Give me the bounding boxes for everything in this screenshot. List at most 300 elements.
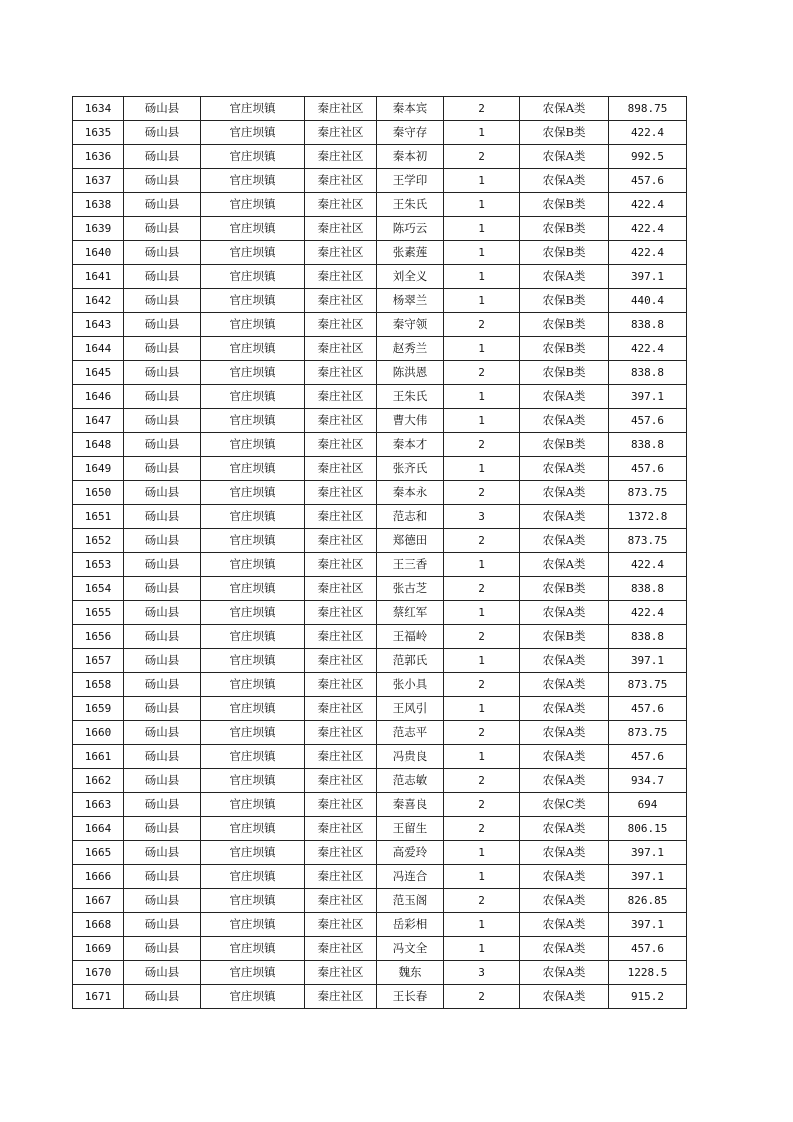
name-cell: 赵秀兰: [377, 337, 444, 361]
serial-number-cell: 1645: [73, 361, 124, 385]
household-size-cell: 1: [444, 865, 520, 889]
county-cell: 砀山县: [124, 577, 201, 601]
serial-number-cell: 1634: [73, 97, 124, 121]
serial-number-cell: 1659: [73, 697, 124, 721]
name-cell: 范志平: [377, 721, 444, 745]
household-size-cell: 2: [444, 529, 520, 553]
community-cell: 秦庄社区: [305, 481, 377, 505]
county-cell: 砀山县: [124, 145, 201, 169]
serial-number-cell: 1640: [73, 241, 124, 265]
amount-cell: 422.4: [609, 553, 687, 577]
town-cell: 官庄坝镇: [201, 241, 305, 265]
household-size-cell: 2: [444, 625, 520, 649]
insurance-category-cell: 农保A类: [520, 673, 609, 697]
household-size-cell: 1: [444, 217, 520, 241]
amount-cell: 898.75: [609, 97, 687, 121]
household-size-cell: 1: [444, 241, 520, 265]
county-cell: 砀山县: [124, 337, 201, 361]
name-cell: 陈巧云: [377, 217, 444, 241]
town-cell: 官庄坝镇: [201, 697, 305, 721]
name-cell: 秦本永: [377, 481, 444, 505]
town-cell: 官庄坝镇: [201, 649, 305, 673]
serial-number-cell: 1649: [73, 457, 124, 481]
serial-number-cell: 1639: [73, 217, 124, 241]
town-cell: 官庄坝镇: [201, 553, 305, 577]
household-size-cell: 1: [444, 385, 520, 409]
insurance-category-cell: 农保A类: [520, 529, 609, 553]
table-row: [73, 625, 687, 649]
county-cell: 砀山县: [124, 697, 201, 721]
insurance-category-cell: 农保A类: [520, 889, 609, 913]
town-cell: 官庄坝镇: [201, 817, 305, 841]
amount-cell: 397.1: [609, 865, 687, 889]
table-row: [73, 169, 687, 193]
community-cell: 秦庄社区: [305, 649, 377, 673]
town-cell: 官庄坝镇: [201, 601, 305, 625]
insurance-category-cell: 农保A类: [520, 505, 609, 529]
serial-number-cell: 1662: [73, 769, 124, 793]
county-cell: 砀山县: [124, 433, 201, 457]
community-cell: 秦庄社区: [305, 193, 377, 217]
amount-cell: 457.6: [609, 745, 687, 769]
community-cell: 秦庄社区: [305, 625, 377, 649]
community-cell: 秦庄社区: [305, 889, 377, 913]
name-cell: 冯文全: [377, 937, 444, 961]
community-cell: 秦庄社区: [305, 697, 377, 721]
county-cell: 砀山县: [124, 193, 201, 217]
town-cell: 官庄坝镇: [201, 745, 305, 769]
county-cell: 砀山县: [124, 961, 201, 985]
household-size-cell: 1: [444, 553, 520, 577]
insurance-category-cell: 农保A类: [520, 601, 609, 625]
community-cell: 秦庄社区: [305, 289, 377, 313]
serial-number-cell: 1667: [73, 889, 124, 913]
household-size-cell: 1: [444, 121, 520, 145]
community-cell: 秦庄社区: [305, 721, 377, 745]
household-size-cell: 2: [444, 673, 520, 697]
serial-number-cell: 1654: [73, 577, 124, 601]
amount-cell: 915.2: [609, 985, 687, 1009]
household-size-cell: 1: [444, 289, 520, 313]
county-cell: 砀山县: [124, 121, 201, 145]
town-cell: 官庄坝镇: [201, 361, 305, 385]
community-cell: 秦庄社区: [305, 409, 377, 433]
insurance-category-cell: 农保A类: [520, 721, 609, 745]
serial-number-cell: 1653: [73, 553, 124, 577]
name-cell: 高爱玲: [377, 841, 444, 865]
serial-number-cell: 1670: [73, 961, 124, 985]
table-row: [73, 649, 687, 673]
serial-number-cell: 1643: [73, 313, 124, 337]
table-row: [73, 913, 687, 937]
amount-cell: 806.15: [609, 817, 687, 841]
insurance-category-cell: 农保A类: [520, 385, 609, 409]
table-row: [73, 745, 687, 769]
serial-number-cell: 1647: [73, 409, 124, 433]
insurance-category-cell: 农保B类: [520, 433, 609, 457]
amount-cell: 826.85: [609, 889, 687, 913]
serial-number-cell: 1661: [73, 745, 124, 769]
name-cell: 张素莲: [377, 241, 444, 265]
table-row: [73, 817, 687, 841]
county-cell: 砀山县: [124, 889, 201, 913]
household-size-cell: 3: [444, 961, 520, 985]
amount-cell: 422.4: [609, 217, 687, 241]
data-table: [72, 96, 687, 1009]
community-cell: 秦庄社区: [305, 769, 377, 793]
town-cell: 官庄坝镇: [201, 673, 305, 697]
amount-cell: 1228.5: [609, 961, 687, 985]
name-cell: 秦本宾: [377, 97, 444, 121]
county-cell: 砀山县: [124, 457, 201, 481]
name-cell: 冯贵良: [377, 745, 444, 769]
serial-number-cell: 1650: [73, 481, 124, 505]
name-cell: 王长春: [377, 985, 444, 1009]
serial-number-cell: 1671: [73, 985, 124, 1009]
county-cell: 砀山县: [124, 481, 201, 505]
amount-cell: 838.8: [609, 361, 687, 385]
insurance-category-cell: 农保A类: [520, 481, 609, 505]
amount-cell: 422.4: [609, 337, 687, 361]
serial-number-cell: 1652: [73, 529, 124, 553]
table-row: [73, 433, 687, 457]
county-cell: 砀山县: [124, 625, 201, 649]
name-cell: 冯连合: [377, 865, 444, 889]
table-row: [73, 553, 687, 577]
serial-number-cell: 1638: [73, 193, 124, 217]
community-cell: 秦庄社区: [305, 457, 377, 481]
table-row: [73, 865, 687, 889]
table-row: [73, 697, 687, 721]
insurance-category-cell: 农保B类: [520, 121, 609, 145]
name-cell: 王三香: [377, 553, 444, 577]
community-cell: 秦庄社区: [305, 169, 377, 193]
name-cell: 范玉阁: [377, 889, 444, 913]
serial-number-cell: 1664: [73, 817, 124, 841]
town-cell: 官庄坝镇: [201, 145, 305, 169]
insurance-category-cell: 农保B类: [520, 193, 609, 217]
name-cell: 王风引: [377, 697, 444, 721]
table-row: [73, 289, 687, 313]
county-cell: 砀山县: [124, 913, 201, 937]
county-cell: 砀山县: [124, 841, 201, 865]
insurance-category-cell: 农保A类: [520, 265, 609, 289]
county-cell: 砀山县: [124, 409, 201, 433]
name-cell: 张古芝: [377, 577, 444, 601]
amount-cell: 838.8: [609, 313, 687, 337]
household-size-cell: 2: [444, 817, 520, 841]
serial-number-cell: 1656: [73, 625, 124, 649]
amount-cell: 397.1: [609, 913, 687, 937]
insurance-category-cell: 农保B类: [520, 361, 609, 385]
table-row: [73, 313, 687, 337]
community-cell: 秦庄社区: [305, 529, 377, 553]
household-size-cell: 2: [444, 97, 520, 121]
town-cell: 官庄坝镇: [201, 193, 305, 217]
community-cell: 秦庄社区: [305, 985, 377, 1009]
county-cell: 砀山县: [124, 721, 201, 745]
insurance-category-cell: 农保A类: [520, 553, 609, 577]
table-row: [73, 769, 687, 793]
serial-number-cell: 1668: [73, 913, 124, 937]
table-row: [73, 673, 687, 697]
amount-cell: 934.7: [609, 769, 687, 793]
serial-number-cell: 1646: [73, 385, 124, 409]
community-cell: 秦庄社区: [305, 937, 377, 961]
insurance-category-cell: 农保B类: [520, 625, 609, 649]
name-cell: 杨翠兰: [377, 289, 444, 313]
insurance-category-cell: 农保A类: [520, 745, 609, 769]
name-cell: 范郭氏: [377, 649, 444, 673]
town-cell: 官庄坝镇: [201, 505, 305, 529]
insurance-category-cell: 农保A类: [520, 961, 609, 985]
household-size-cell: 1: [444, 649, 520, 673]
insurance-category-cell: 农保A类: [520, 457, 609, 481]
serial-number-cell: 1655: [73, 601, 124, 625]
table-row: [73, 937, 687, 961]
county-cell: 砀山县: [124, 769, 201, 793]
county-cell: 砀山县: [124, 649, 201, 673]
town-cell: 官庄坝镇: [201, 721, 305, 745]
household-size-cell: 1: [444, 937, 520, 961]
table-row: [73, 145, 687, 169]
county-cell: 砀山县: [124, 673, 201, 697]
household-size-cell: 3: [444, 505, 520, 529]
table-row: [73, 985, 687, 1009]
insurance-category-cell: 农保A类: [520, 769, 609, 793]
county-cell: 砀山县: [124, 241, 201, 265]
town-cell: 官庄坝镇: [201, 481, 305, 505]
town-cell: 官庄坝镇: [201, 889, 305, 913]
household-size-cell: 1: [444, 913, 520, 937]
town-cell: 官庄坝镇: [201, 529, 305, 553]
town-cell: 官庄坝镇: [201, 385, 305, 409]
community-cell: 秦庄社区: [305, 673, 377, 697]
insurance-category-cell: 农保A类: [520, 865, 609, 889]
county-cell: 砀山县: [124, 217, 201, 241]
amount-cell: 838.8: [609, 577, 687, 601]
town-cell: 官庄坝镇: [201, 289, 305, 313]
county-cell: 砀山县: [124, 553, 201, 577]
town-cell: 官庄坝镇: [201, 121, 305, 145]
community-cell: 秦庄社区: [305, 361, 377, 385]
household-size-cell: 2: [444, 889, 520, 913]
name-cell: 秦喜良: [377, 793, 444, 817]
insurance-category-cell: 农保B类: [520, 241, 609, 265]
community-cell: 秦庄社区: [305, 217, 377, 241]
name-cell: 岳彩相: [377, 913, 444, 937]
name-cell: 郑德田: [377, 529, 444, 553]
serial-number-cell: 1651: [73, 505, 124, 529]
household-size-cell: 2: [444, 985, 520, 1009]
serial-number-cell: 1637: [73, 169, 124, 193]
serial-number-cell: 1665: [73, 841, 124, 865]
town-cell: 官庄坝镇: [201, 841, 305, 865]
household-size-cell: 2: [444, 577, 520, 601]
amount-cell: 422.4: [609, 601, 687, 625]
town-cell: 官庄坝镇: [201, 625, 305, 649]
amount-cell: 694: [609, 793, 687, 817]
table-row: [73, 889, 687, 913]
county-cell: 砀山县: [124, 985, 201, 1009]
county-cell: 砀山县: [124, 601, 201, 625]
town-cell: 官庄坝镇: [201, 985, 305, 1009]
household-size-cell: 2: [444, 433, 520, 457]
household-size-cell: 1: [444, 457, 520, 481]
amount-cell: 457.6: [609, 409, 687, 433]
town-cell: 官庄坝镇: [201, 913, 305, 937]
household-size-cell: 2: [444, 793, 520, 817]
table-row: [73, 217, 687, 241]
household-size-cell: 2: [444, 481, 520, 505]
household-size-cell: 2: [444, 721, 520, 745]
community-cell: 秦庄社区: [305, 865, 377, 889]
table-row: [73, 481, 687, 505]
serial-number-cell: 1663: [73, 793, 124, 817]
name-cell: 范志和: [377, 505, 444, 529]
amount-cell: 838.8: [609, 625, 687, 649]
name-cell: 秦本初: [377, 145, 444, 169]
county-cell: 砀山县: [124, 97, 201, 121]
amount-cell: 397.1: [609, 841, 687, 865]
table-row: [73, 577, 687, 601]
community-cell: 秦庄社区: [305, 241, 377, 265]
household-size-cell: 1: [444, 193, 520, 217]
serial-number-cell: 1636: [73, 145, 124, 169]
household-size-cell: 2: [444, 769, 520, 793]
insurance-category-cell: 农保B类: [520, 337, 609, 361]
county-cell: 砀山县: [124, 289, 201, 313]
amount-cell: 873.75: [609, 481, 687, 505]
community-cell: 秦庄社区: [305, 745, 377, 769]
table-row: [73, 385, 687, 409]
county-cell: 砀山县: [124, 865, 201, 889]
name-cell: 王学印: [377, 169, 444, 193]
table-row: [73, 337, 687, 361]
insurance-category-cell: 农保A类: [520, 649, 609, 673]
table-row: [73, 457, 687, 481]
name-cell: 张齐氏: [377, 457, 444, 481]
community-cell: 秦庄社区: [305, 961, 377, 985]
serial-number-cell: 1648: [73, 433, 124, 457]
amount-cell: 397.1: [609, 649, 687, 673]
household-size-cell: 1: [444, 265, 520, 289]
amount-cell: 440.4: [609, 289, 687, 313]
insurance-category-cell: 农保A类: [520, 913, 609, 937]
name-cell: 秦本才: [377, 433, 444, 457]
amount-cell: 873.75: [609, 529, 687, 553]
town-cell: 官庄坝镇: [201, 865, 305, 889]
amount-cell: 1372.8: [609, 505, 687, 529]
community-cell: 秦庄社区: [305, 601, 377, 625]
insurance-category-cell: 农保A类: [520, 169, 609, 193]
county-cell: 砀山县: [124, 505, 201, 529]
town-cell: 官庄坝镇: [201, 769, 305, 793]
serial-number-cell: 1644: [73, 337, 124, 361]
household-size-cell: 1: [444, 337, 520, 361]
town-cell: 官庄坝镇: [201, 793, 305, 817]
insurance-category-cell: 农保A类: [520, 697, 609, 721]
household-size-cell: 1: [444, 601, 520, 625]
insurance-category-cell: 农保C类: [520, 793, 609, 817]
community-cell: 秦庄社区: [305, 505, 377, 529]
serial-number-cell: 1642: [73, 289, 124, 313]
county-cell: 砀山县: [124, 817, 201, 841]
name-cell: 王朱氏: [377, 385, 444, 409]
amount-cell: 838.8: [609, 433, 687, 457]
insurance-category-cell: 农保A类: [520, 97, 609, 121]
table-row: [73, 841, 687, 865]
name-cell: 秦守领: [377, 313, 444, 337]
table-row: [73, 409, 687, 433]
household-size-cell: 2: [444, 313, 520, 337]
household-size-cell: 1: [444, 697, 520, 721]
insurance-category-cell: 农保A类: [520, 145, 609, 169]
insurance-category-cell: 农保B类: [520, 289, 609, 313]
insurance-category-cell: 农保A类: [520, 409, 609, 433]
serial-number-cell: 1666: [73, 865, 124, 889]
insurance-category-cell: 农保B类: [520, 217, 609, 241]
table-body: [73, 97, 687, 1009]
town-cell: 官庄坝镇: [201, 409, 305, 433]
household-size-cell: 1: [444, 745, 520, 769]
amount-cell: 422.4: [609, 193, 687, 217]
county-cell: 砀山县: [124, 169, 201, 193]
community-cell: 秦庄社区: [305, 553, 377, 577]
insurance-category-cell: 农保A类: [520, 985, 609, 1009]
community-cell: 秦庄社区: [305, 817, 377, 841]
table-row: [73, 193, 687, 217]
name-cell: 王福岭: [377, 625, 444, 649]
serial-number-cell: 1641: [73, 265, 124, 289]
insurance-category-cell: 农保A类: [520, 937, 609, 961]
community-cell: 秦庄社区: [305, 841, 377, 865]
town-cell: 官庄坝镇: [201, 169, 305, 193]
name-cell: 魏东: [377, 961, 444, 985]
table-row: [73, 601, 687, 625]
county-cell: 砀山县: [124, 313, 201, 337]
name-cell: 蔡红军: [377, 601, 444, 625]
table-row: [73, 241, 687, 265]
name-cell: 张小具: [377, 673, 444, 697]
community-cell: 秦庄社区: [305, 97, 377, 121]
table-row: [73, 529, 687, 553]
name-cell: 刘全义: [377, 265, 444, 289]
table-row: [73, 121, 687, 145]
table-row: [73, 721, 687, 745]
county-cell: 砀山县: [124, 361, 201, 385]
amount-cell: 457.6: [609, 457, 687, 481]
name-cell: 秦守存: [377, 121, 444, 145]
table-row: [73, 97, 687, 121]
town-cell: 官庄坝镇: [201, 433, 305, 457]
county-cell: 砀山县: [124, 385, 201, 409]
household-size-cell: 2: [444, 361, 520, 385]
amount-cell: 422.4: [609, 241, 687, 265]
amount-cell: 992.5: [609, 145, 687, 169]
serial-number-cell: 1660: [73, 721, 124, 745]
town-cell: 官庄坝镇: [201, 337, 305, 361]
table-row: [73, 961, 687, 985]
community-cell: 秦庄社区: [305, 385, 377, 409]
community-cell: 秦庄社区: [305, 121, 377, 145]
name-cell: 王留生: [377, 817, 444, 841]
amount-cell: 397.1: [609, 265, 687, 289]
community-cell: 秦庄社区: [305, 145, 377, 169]
community-cell: 秦庄社区: [305, 913, 377, 937]
amount-cell: 457.6: [609, 937, 687, 961]
household-size-cell: 2: [444, 145, 520, 169]
